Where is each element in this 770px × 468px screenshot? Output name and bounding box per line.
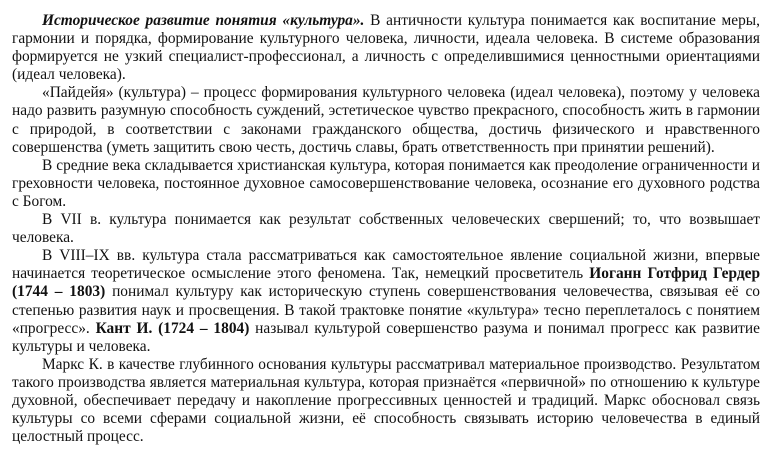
paragraph-text: называл культурой совершенство разума и понимал прогресс как развитие культуры и человека. [12,319,760,355]
paragraph-text: Маркс К. в качестве глубинного основания культуры рассматривал материальное производство. Результатом такого производства является материальная культура, которая признаётся «первичной» по отношению к культуре духовной, обеспечивает передачу и накопление прогрессивных ценностей и традиций. Маркс обосновал связь культуры со всеми сферами социальной жизни, её способность связывать историю человечества в единый целостный процесс. [12,355,760,446]
paragraph-text: В VIII–IX вв. культура стала рассматриваться как самостоятельное явление социальной жизни, впервые начинается теоретическое осмысление этого феномена. Так, немецкий просветитель [12,247,760,283]
paragraph-text: понимал культуру как историческую ступень совершенствования человечества, связывая её со степенью развития наук и просвещения. В такой трактовке понятие «культура» тесно переплеталось с понятием «прогресс». [12,283,760,337]
paragraph-text: В средние века складывается христианская культура, которая понимается как преодоление ограниченности и греховности человека, постоянное духовное самосовершенствование человека, осознание его духовного родства с Богом. [12,156,760,210]
paragraph-marx [12,356,760,446]
name-herder: Иоганн Готфрид Гердер (1744 – 1803) [12,265,760,301]
paragraph-paideia [12,84,760,156]
paragraph-enlightenment [12,247,760,356]
name-kant: Кант И. (1724 – 1804) [95,319,250,337]
paragraph-antiquity [12,12,760,84]
section-heading: Историческое развитие понятия «культура». [42,12,365,29]
paragraph-text: «Пайдейя» (культура) – процесс формирования культурного человека (идеал человека), поэтому у человека надо развить разумную способность суждений, эстетическое чувство прекрасного, способность жить в гармонии с природой, в соответствии с законами гражданского общества, достичь физического и нравственного совершенства (уметь защитить свою честь, достичь славы, брать ответственность при принятии решений). [12,84,760,156]
paragraph-middle-ages [12,157,760,211]
paragraph-seventh-century [12,211,760,247]
paragraph-text: В античности культура понимается как воспитание меры, гармонии и порядка, формирование культурного человека, личности, идеала человека. В системе образования формируется не узкий специалист-профессионал, а личность с определившимися ценностными ориентациями (идеал человека). [12,12,761,84]
paragraph-text: В VII в. культура понимается как результат собственных человеческих свершений; то, что возвышает человека. [12,211,760,247]
